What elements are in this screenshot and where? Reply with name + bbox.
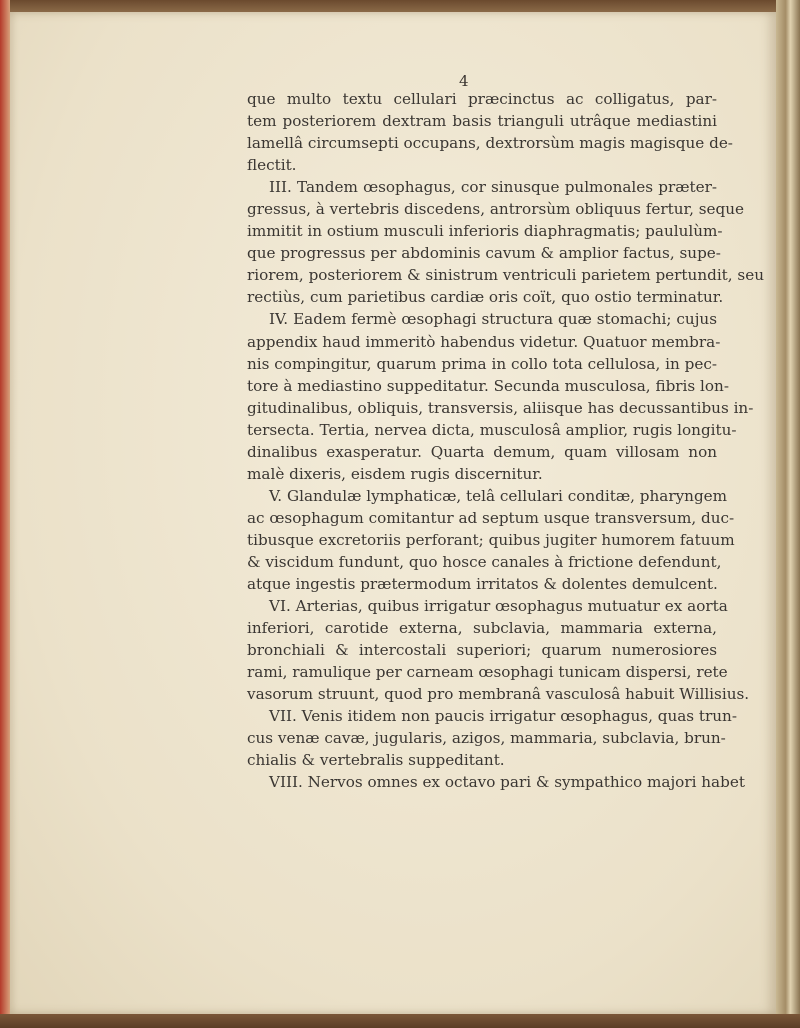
text-line: rami, ramulique per carneam œsophagi tunicam dispersi, rete [247,663,728,682]
text-line: tem posteriorem dextram basis trianguli utrâque mediastini [247,112,717,131]
text-line: atque ingestis prætermodum irritatos & dolentes demulcent. [247,575,718,594]
text-line: VII. Venis itidem non paucis irrigatur œsophagus, quas trun- [269,707,737,726]
text-line: ac œsophagum comitantur ad septum usque transversum, duc- [247,508,735,527]
text-line: flectit. [247,156,297,175]
text-line: malè dixeris, eisdem rugis discernitur. [247,464,543,483]
text-line: rectiùs, cum parietibus cardiæ oris coït, quo ostio terminatur. [247,288,724,307]
text-line: cus venæ cavæ, jugularis, azigos, mammaria, subclavia, brun- [247,729,726,748]
text-line: chialis & vertebralis suppeditant. [247,751,505,770]
text-line: bronchiali & intercostali superiori; quarum numerosiores [247,641,717,660]
scan-border-bottom [0,1014,800,1028]
text-line: dinalibus exasperatur. Quarta demum, quam villosam non [247,442,717,461]
book-page [10,12,776,1014]
text-line: lamellâ circumsepti occupans, dextrorsùm magis magisque de- [247,134,733,153]
text-line: riorem, posteriorem & sinistrum ventriculi parietem pertundit, seu [247,266,764,285]
text-line: tore à mediastino suppeditatur. Secunda musculosa, fibris lon- [247,376,729,395]
text-line: V. Glandulæ lymphaticæ, telâ cellulari conditæ, pharyngem [269,486,728,505]
text-line: vasorum struunt, quod pro membranâ vasculosâ habuit Willisius. [247,685,750,704]
text-line: tersecta. Tertia, nervea dicta, musculosâ amplior, rugis longitu- [247,420,737,439]
text-line: tibusque excretoriis perforant; quibus jugiter humorem fatuum [247,530,735,549]
text-line: inferiori, carotide externa, subclavia, mammaria externa, [247,619,717,638]
text-line: VIII. Nervos omnes ex octavo pari & sympathico majori habet [269,773,745,792]
text-line: & viscidum fundunt, quo hosce canales à frictione defendunt, [247,552,722,571]
text-line: appendix haud immeritò habendus videtur. Quatuor membra- [247,332,721,351]
text-line: VI. Arterias, quibus irrigatur œsophagus mutuatur ex aorta [269,597,728,616]
scan-border-left [0,0,10,1028]
text-line: nis compingitur, quarum prima in collo tota cellulosa, in pec- [247,354,717,373]
page-number: 4 [459,72,469,90]
text-line: immitit in ostium musculi inferioris diaphragmatis; paululùm- [247,222,723,241]
text-line: gitudinalibus, obliquis, transversis, aliisque has decussantibus in- [247,398,754,417]
text-line: que multo textu cellulari præcinctus ac colligatus, par- [247,90,717,108]
text-line: gressus, à vertebris discedens, antrorsùm obliquus fertur, seque [247,200,745,219]
text-line: IV. Eadem fermè œsophagi structura quæ stomachi; cujus [269,310,717,329]
body-text [247,88,764,794]
scan-border-right [776,0,800,1028]
text-line: III. Tandem œsophagus, cor sinusque pulmonales præter- [269,178,717,197]
text-line: que progressus per abdominis cavum & amplior factus, supe- [247,244,721,263]
scan-border-top [0,0,800,12]
